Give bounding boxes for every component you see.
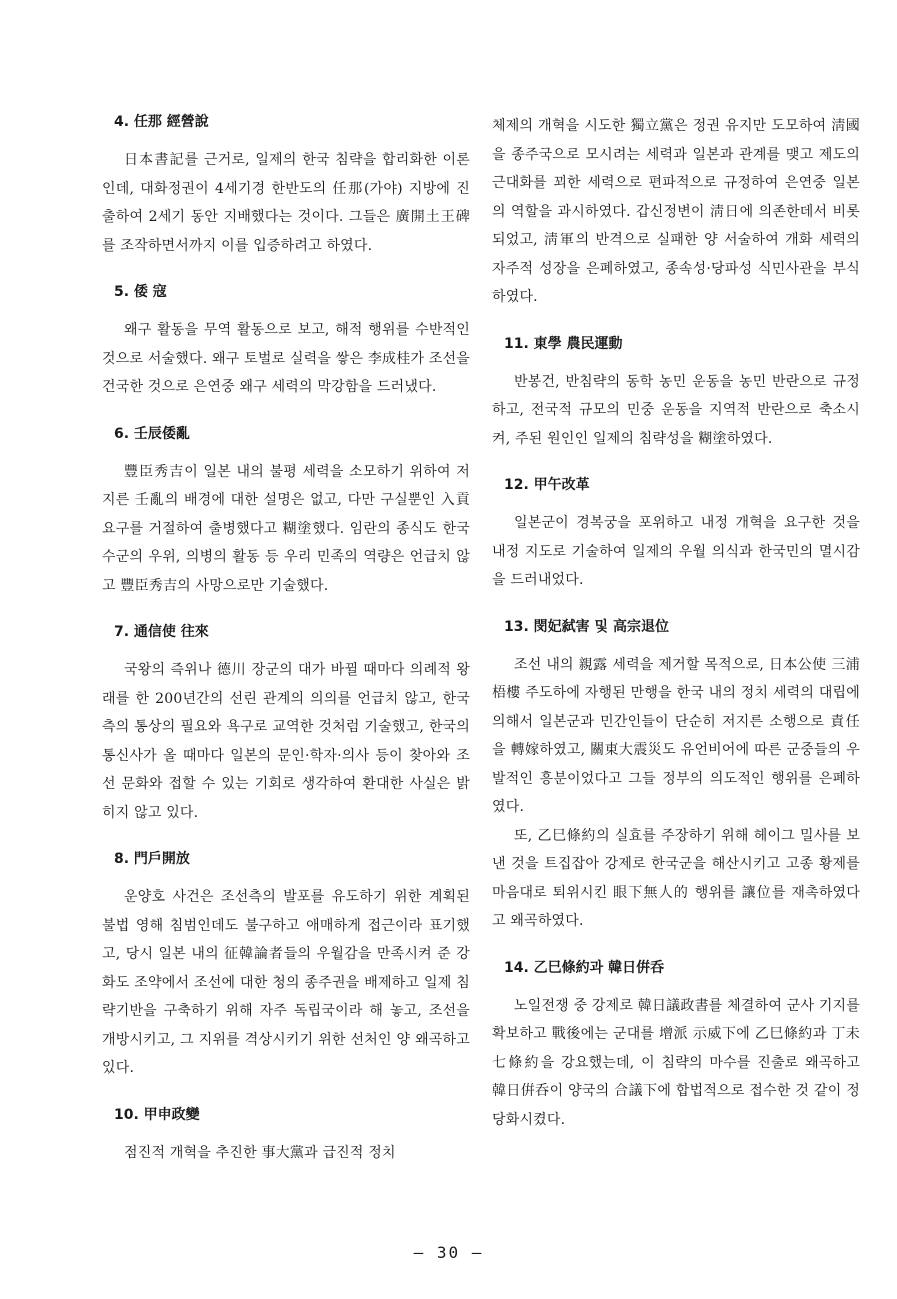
section-heading: 5. 倭 寇 (114, 284, 167, 300)
section-8 (102, 849, 470, 1083)
section-4 (102, 112, 470, 260)
left-column (102, 112, 470, 1167)
right-column (492, 112, 860, 1134)
section-5 (102, 282, 470, 402)
section-heading: 10. 甲申政變 (114, 1106, 200, 1123)
section-paragraph: 왜구 활동을 무역 활동으로 보고, 해적 행위를 수반적인 것으로 서술했다. 왜구 토벌로 실력을 쌓은 李成桂가 조선을 건국한 것으로 은연중 왜구 세력의 막강함을 드러냈다. (102, 322, 471, 395)
section-6 (102, 424, 470, 601)
section-paragraph: 일본군이 경복궁을 포위하고 내정 개혁을 요구한 것을 내정 지도로 기술하여 일제의 우월 의식과 한국민의 멸시감을 드러내었다. (492, 515, 860, 588)
page-number: — 30 — (413, 1243, 484, 1262)
section-10-continued (492, 112, 860, 312)
section-paragraph: 국왕의 즉위나 德川 장군의 대가 바뀔 때마다 의례적 왕래를 한 200년간의 선린 관계의 의의를 언급치 않고, 한국측의 통상의 필요와 욕구로 교역한 것처럼 기술했고, 한국의 통신사가 올 때마다 일본의 문인·학자·의사 등이 찾아와 조선 문화와 접할 수 있는 기회로 생각하여 환대한 사실은 밝히지 않고 있다. (102, 662, 470, 821)
section-paragraph: 조선 내의 親露 세력을 제거할 목적으로, 日本公使 三浦梧樓 주도하에 자행된 만행을 한국 내의 정치 세력의 대립에 의해서 일본군과 민간인들이 단순히 저지른 소행으로 責任을 轉嫁하였고, 關東大震災도 유언비어에 따른 군중들의 우발적인 흥분이었다고 그들 정부의 의도적인 행위를 은폐하였다. (492, 656, 860, 815)
section-paragraph: 운양호 사건은 조선측의 발포를 유도하기 위한 계획된 불법 영해 침범인데도 불구하고 애매하게 접근이라 표기했고, 당시 일본 내의 征韓論者들의 우월감을 만족시켜 준 강화도 조약에서 조선에 대한 청의 종주권을 배제하고 일제 침략기반을 구축하기 위해 자주 독립국이라 해 놓고, 조선을 개방시키고, 그 지위를 격상시키기 위한 선처인 양 왜곡하고 있다. (102, 889, 470, 1076)
section-heading: 4. 任那 經營說 (114, 114, 209, 130)
section-13 (492, 617, 860, 936)
section-paragraph: 노일전쟁 중 강제로 韓日議政書를 체결하여 군사 기지를 확보하고 戰後에는 군대를 增派 示威下에 乙巳條約과 丁未七條約을 강요했는데, 이 침략의 마수를 진출로 왜곡하고 韓日倂呑이 양국의 合議下에 합법적으로 접수한 것 같이 정당화시켰다. (492, 997, 860, 1128)
section-heading: 8. 門戶開放 (114, 851, 190, 867)
section-12 (492, 475, 860, 595)
section-14 (492, 958, 860, 1135)
section-paragraph: 점진적 개혁을 추진한 事大黨과 급진적 정치 (124, 1144, 396, 1161)
section-paragraph: 豐臣秀吉이 일본 내의 불평 세력을 소모하기 위하여 저지른 壬亂의 배경에 대한 설명은 없고, 다만 구실뿐인 入貢 요구를 거절하여 출병했다고 糊塗했다. 임란의 종식도 한국 수군의 우위, 의병의 활동 등 우리 민족의 역량은 언급치 않고 豐臣秀吉의 사망으로만 기술했다. (102, 463, 470, 594)
section-paragraph: 반봉건, 반침략의 동학 농민 운동을 농민 반란으로 규정하고, 전국적 규모의 민중 운동을 지역적 반란으로 축소시켜, 주된 원인인 일제의 침략성을 糊塗하였다. (492, 373, 860, 447)
section-heading: 12. 甲午改革 (504, 477, 590, 493)
section-paragraph: 체제의 개혁을 시도한 獨立黨은 정권 유지만 도모하여 淸國을 종주국으로 모시려는 세력과 일본과 관계를 맺고 제도의 근대화를 꾀한 세력으로 편파적으로 규정하여 은연중 일본의 역할을 과시하였다. 갑신정변이 淸日에 의존한데서 비롯되었고, 淸軍의 반격으로 실패한 양 서술하여 개화 세력의 자주적 성장을 은폐하였고, 종속성·당파성 식민사관을 부식하였다. (492, 118, 860, 305)
section-heading: 7. 通信使 往來 (114, 624, 209, 640)
section-10 (102, 1105, 470, 1168)
section-heading: 14. 乙巳條約과 韓日倂呑 (504, 959, 665, 976)
section-11 (492, 334, 860, 454)
section-7 (102, 622, 470, 827)
section-heading: 11. 東學 農民運動 (504, 335, 623, 352)
section-heading: 13. 閔妃弑害 및 高宗退位 (504, 618, 669, 635)
section-paragraph: 日本書記를 근거로, 일제의 한국 침략을 합리화한 이론인데, 대화정권이 4세기경 한반도의 任那(가야) 지방에 진출하여 2세기 동안 지배했다는 것이다. 그들은 廣開土王碑를 조작하면서까지 이를 입증하려고 하였다. (102, 152, 470, 254)
section-paragraph: 또, 乙巳條約의 실효를 주장하기 위해 헤이그 밀사를 보낸 것을 트집잡아 강제로 한국군을 해산시키고 고종 황제를 마음대로 퇴위시킨 眼下無人的 행위를 讓位를 재촉하였다고 왜곡하였다. (492, 827, 860, 929)
section-heading: 6. 壬辰倭亂 (114, 425, 190, 442)
